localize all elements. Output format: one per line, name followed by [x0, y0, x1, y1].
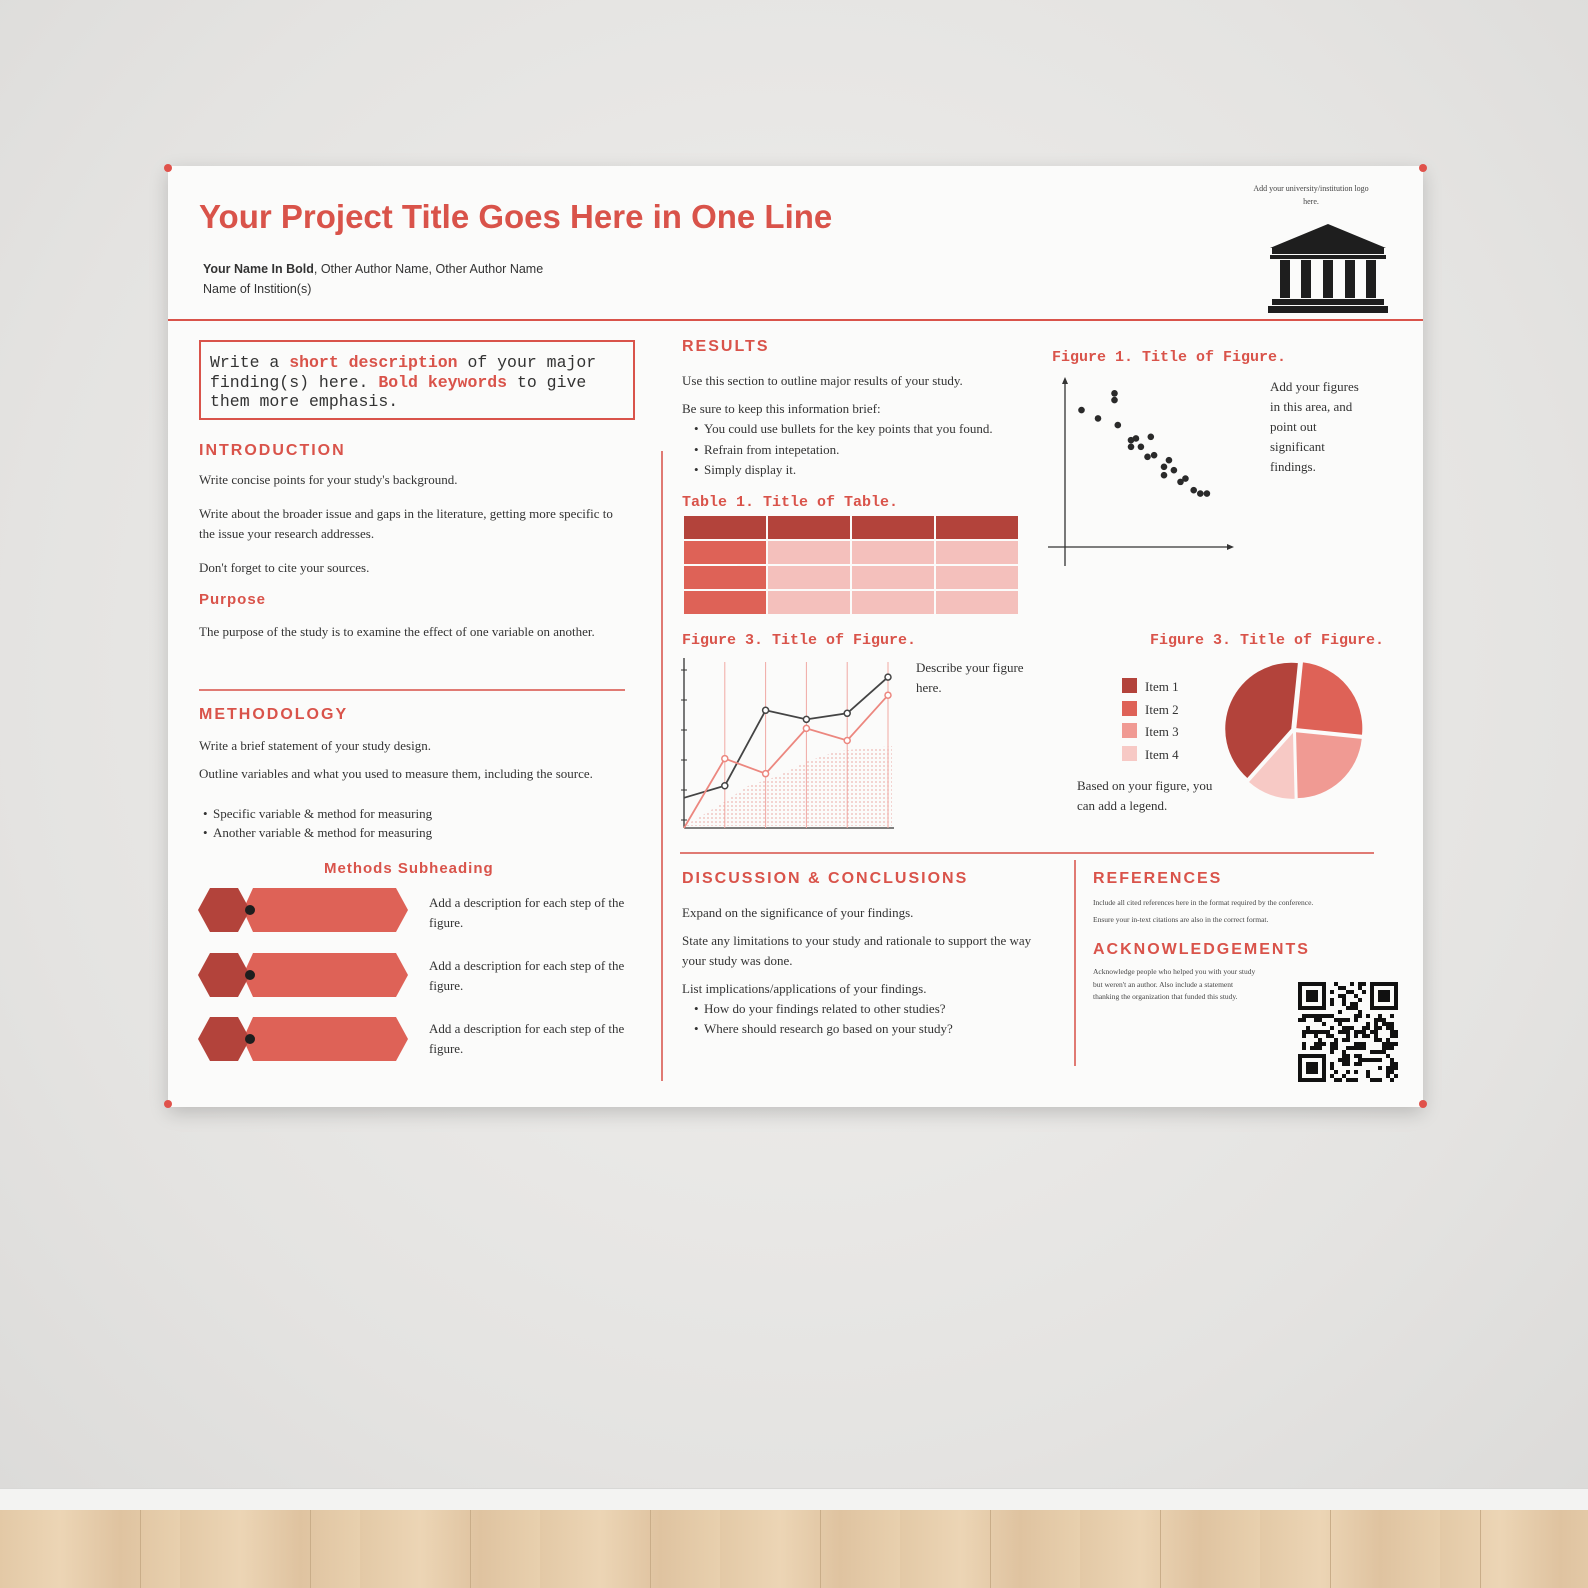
figure3-line-title: Figure 3. Title of Figure.: [682, 632, 917, 649]
legend-item-2: Item 2: [1122, 699, 1179, 722]
other-authors: , Other Author Name, Other Author Name: [313, 262, 544, 276]
step-description-2: Add a description for each step of the figure.: [429, 958, 625, 993]
list-item: • Refrain from intepetation.: [704, 440, 1064, 461]
method-bullets: [191, 804, 633, 842]
column-divider: [1074, 860, 1076, 1066]
methodology-heading: METHODOLOGY: [199, 706, 349, 723]
scatter-point: [1128, 444, 1135, 451]
section-rule: [680, 852, 1374, 854]
logo-note: Add your university/institution logo here.: [1253, 184, 1369, 206]
list-item: • Specific variable & method for measuring: [213, 804, 633, 823]
list-item: • How do your findings related to other studies?: [704, 999, 1064, 1019]
scatter-point: [1171, 467, 1178, 474]
pie-slice-2: [1296, 662, 1362, 734]
section-rule: [199, 689, 625, 691]
wood-floor: [0, 1510, 1588, 1588]
step-description-3: Add a description for each step of the figure.: [429, 1021, 625, 1056]
intro-text-3: Don't forget to cite your sources.: [199, 560, 370, 575]
scatter-point: [1148, 433, 1155, 440]
poster-title: Your Project Title Goes Here in One Line: [199, 198, 833, 235]
series-point: [803, 725, 809, 731]
poster: [168, 166, 1423, 1107]
scatter-point: [1144, 454, 1151, 461]
institution-building-icon: [1268, 222, 1388, 314]
acknowledgements-text: Acknowledge people who helped you with your study but weren't an author. Also include a statement thanking the organization that funded this study.: [1093, 967, 1256, 1001]
table-title: Table 1. Title of Table.: [682, 494, 899, 511]
acknowledgements-heading: ACKNOWLEDGEMENTS: [1093, 941, 1310, 958]
scatter-point: [1138, 444, 1145, 451]
series-point: [722, 756, 728, 762]
figure3-pie-note: Based on your figure, you can add a legend.: [1077, 778, 1213, 813]
legend-item-1: Item 1: [1122, 676, 1179, 699]
series-point: [885, 674, 891, 680]
intro-text-2: Write about the broader issue and gaps in the literature, getting more specific to the issue your research addresses.: [199, 506, 613, 541]
scatter-point: [1182, 475, 1189, 482]
pie-slice-3: [1296, 732, 1362, 798]
scatter-point: [1133, 435, 1140, 442]
list-item: • Another variable & method for measuring: [213, 823, 633, 842]
scatter-point: [1161, 472, 1168, 479]
series-point: [763, 707, 769, 713]
header-rule: [168, 319, 1423, 321]
pin: [164, 1100, 172, 1108]
results-text-2: Be sure to keep this information brief:: [682, 401, 881, 416]
column-divider: [661, 451, 663, 1081]
list-item: • Where should research go based on your study?: [704, 1019, 1064, 1039]
list-item: • Simply display it.: [704, 460, 1064, 481]
baseboard: [0, 1488, 1588, 1511]
pin: [1419, 164, 1427, 172]
scatter-point: [1111, 397, 1118, 404]
introduction-heading: INTRODUCTION: [199, 442, 346, 459]
references-text-2: Ensure your in-text citations are also in the correct format.: [1093, 915, 1269, 924]
legend-item-4: Item 4: [1122, 744, 1179, 767]
institution: Name of Instition(s): [203, 282, 312, 296]
step-3-shape: [198, 1017, 408, 1061]
scatter-point: [1190, 487, 1197, 494]
figure1-note: Add your figures in this area, and point out significant findings.: [1270, 379, 1359, 474]
results-bullets: [682, 419, 1064, 481]
scatter-point: [1115, 422, 1122, 429]
intro-text-1: Write concise points for your study's background.: [199, 472, 458, 487]
scatter-point: [1151, 452, 1158, 459]
series-point: [722, 783, 728, 789]
step-1-shape: [198, 888, 408, 932]
scatter-point: [1111, 390, 1118, 397]
scatter-point: [1197, 490, 1204, 497]
series-point: [803, 716, 809, 722]
pie-chart: [1224, 660, 1364, 800]
keyword: short description: [289, 353, 458, 372]
scatter-plot: [1046, 376, 1236, 568]
line-chart: [678, 656, 903, 836]
methods-subheading: Methods Subheading: [324, 860, 494, 877]
discussion-text-2: State any limitations to your study and rationale to support the way your study was done.: [682, 933, 1032, 968]
discussion-text-3: List implications/applications of your findings.: [682, 981, 927, 996]
discussion-bullets: [682, 999, 1064, 1039]
scatter-point: [1166, 457, 1173, 464]
list-item: • You could use bullets for the key points that you found.: [704, 419, 1064, 440]
figure3-pie-title: Figure 3. Title of Figure.: [1150, 632, 1385, 649]
method-text-2: Outline variables and what you used to measure them, including the source.: [199, 766, 593, 781]
references-heading: REFERENCES: [1093, 870, 1223, 887]
figure3-line-note: Describe your figure here.: [916, 660, 1024, 695]
series-point: [885, 692, 891, 698]
figure1-title: Figure 1. Title of Figure.: [1052, 349, 1287, 366]
key-finding-box: Write a short description of your major finding(s) here. Bold keywords to give them more emphasis.: [199, 340, 635, 420]
discussion-heading: DISCUSSION & CONCLUSIONS: [682, 870, 969, 887]
scatter-point: [1161, 464, 1168, 471]
series-point: [763, 771, 769, 777]
purpose-heading: Purpose: [199, 591, 267, 608]
references-text-1: Include all cited references here in the format required by the conference.: [1093, 898, 1314, 907]
results-text-1: Use this section to outline major results of your study.: [682, 373, 963, 388]
author-bold: Your Name In Bold: [203, 262, 314, 276]
series-point: [844, 710, 850, 716]
method-text-1: Write a brief statement of your study design.: [199, 738, 431, 753]
legend-item-3: Item 3: [1122, 721, 1179, 744]
pin: [164, 164, 172, 172]
discussion-text-1: Expand on the significance of your findings.: [682, 905, 914, 920]
scatter-point: [1078, 407, 1085, 414]
step-2-shape: [198, 953, 408, 997]
author-line: [203, 262, 543, 276]
scatter-point: [1095, 415, 1102, 422]
step-description-1: Add a description for each step of the figure.: [429, 895, 625, 930]
scatter-point: [1204, 490, 1211, 497]
methods-steps-diagram: [198, 886, 408, 1064]
keyword: Bold keywords: [378, 372, 508, 392]
series-point: [844, 737, 850, 743]
results-table: [682, 514, 1020, 616]
pin: [1419, 1100, 1427, 1108]
purpose-text: The purpose of the study is to examine the effect of one variable on another.: [199, 624, 595, 639]
pie-legend: [1122, 676, 1179, 766]
results-heading: RESULTS: [682, 338, 770, 355]
qr-code: [1298, 982, 1398, 1082]
